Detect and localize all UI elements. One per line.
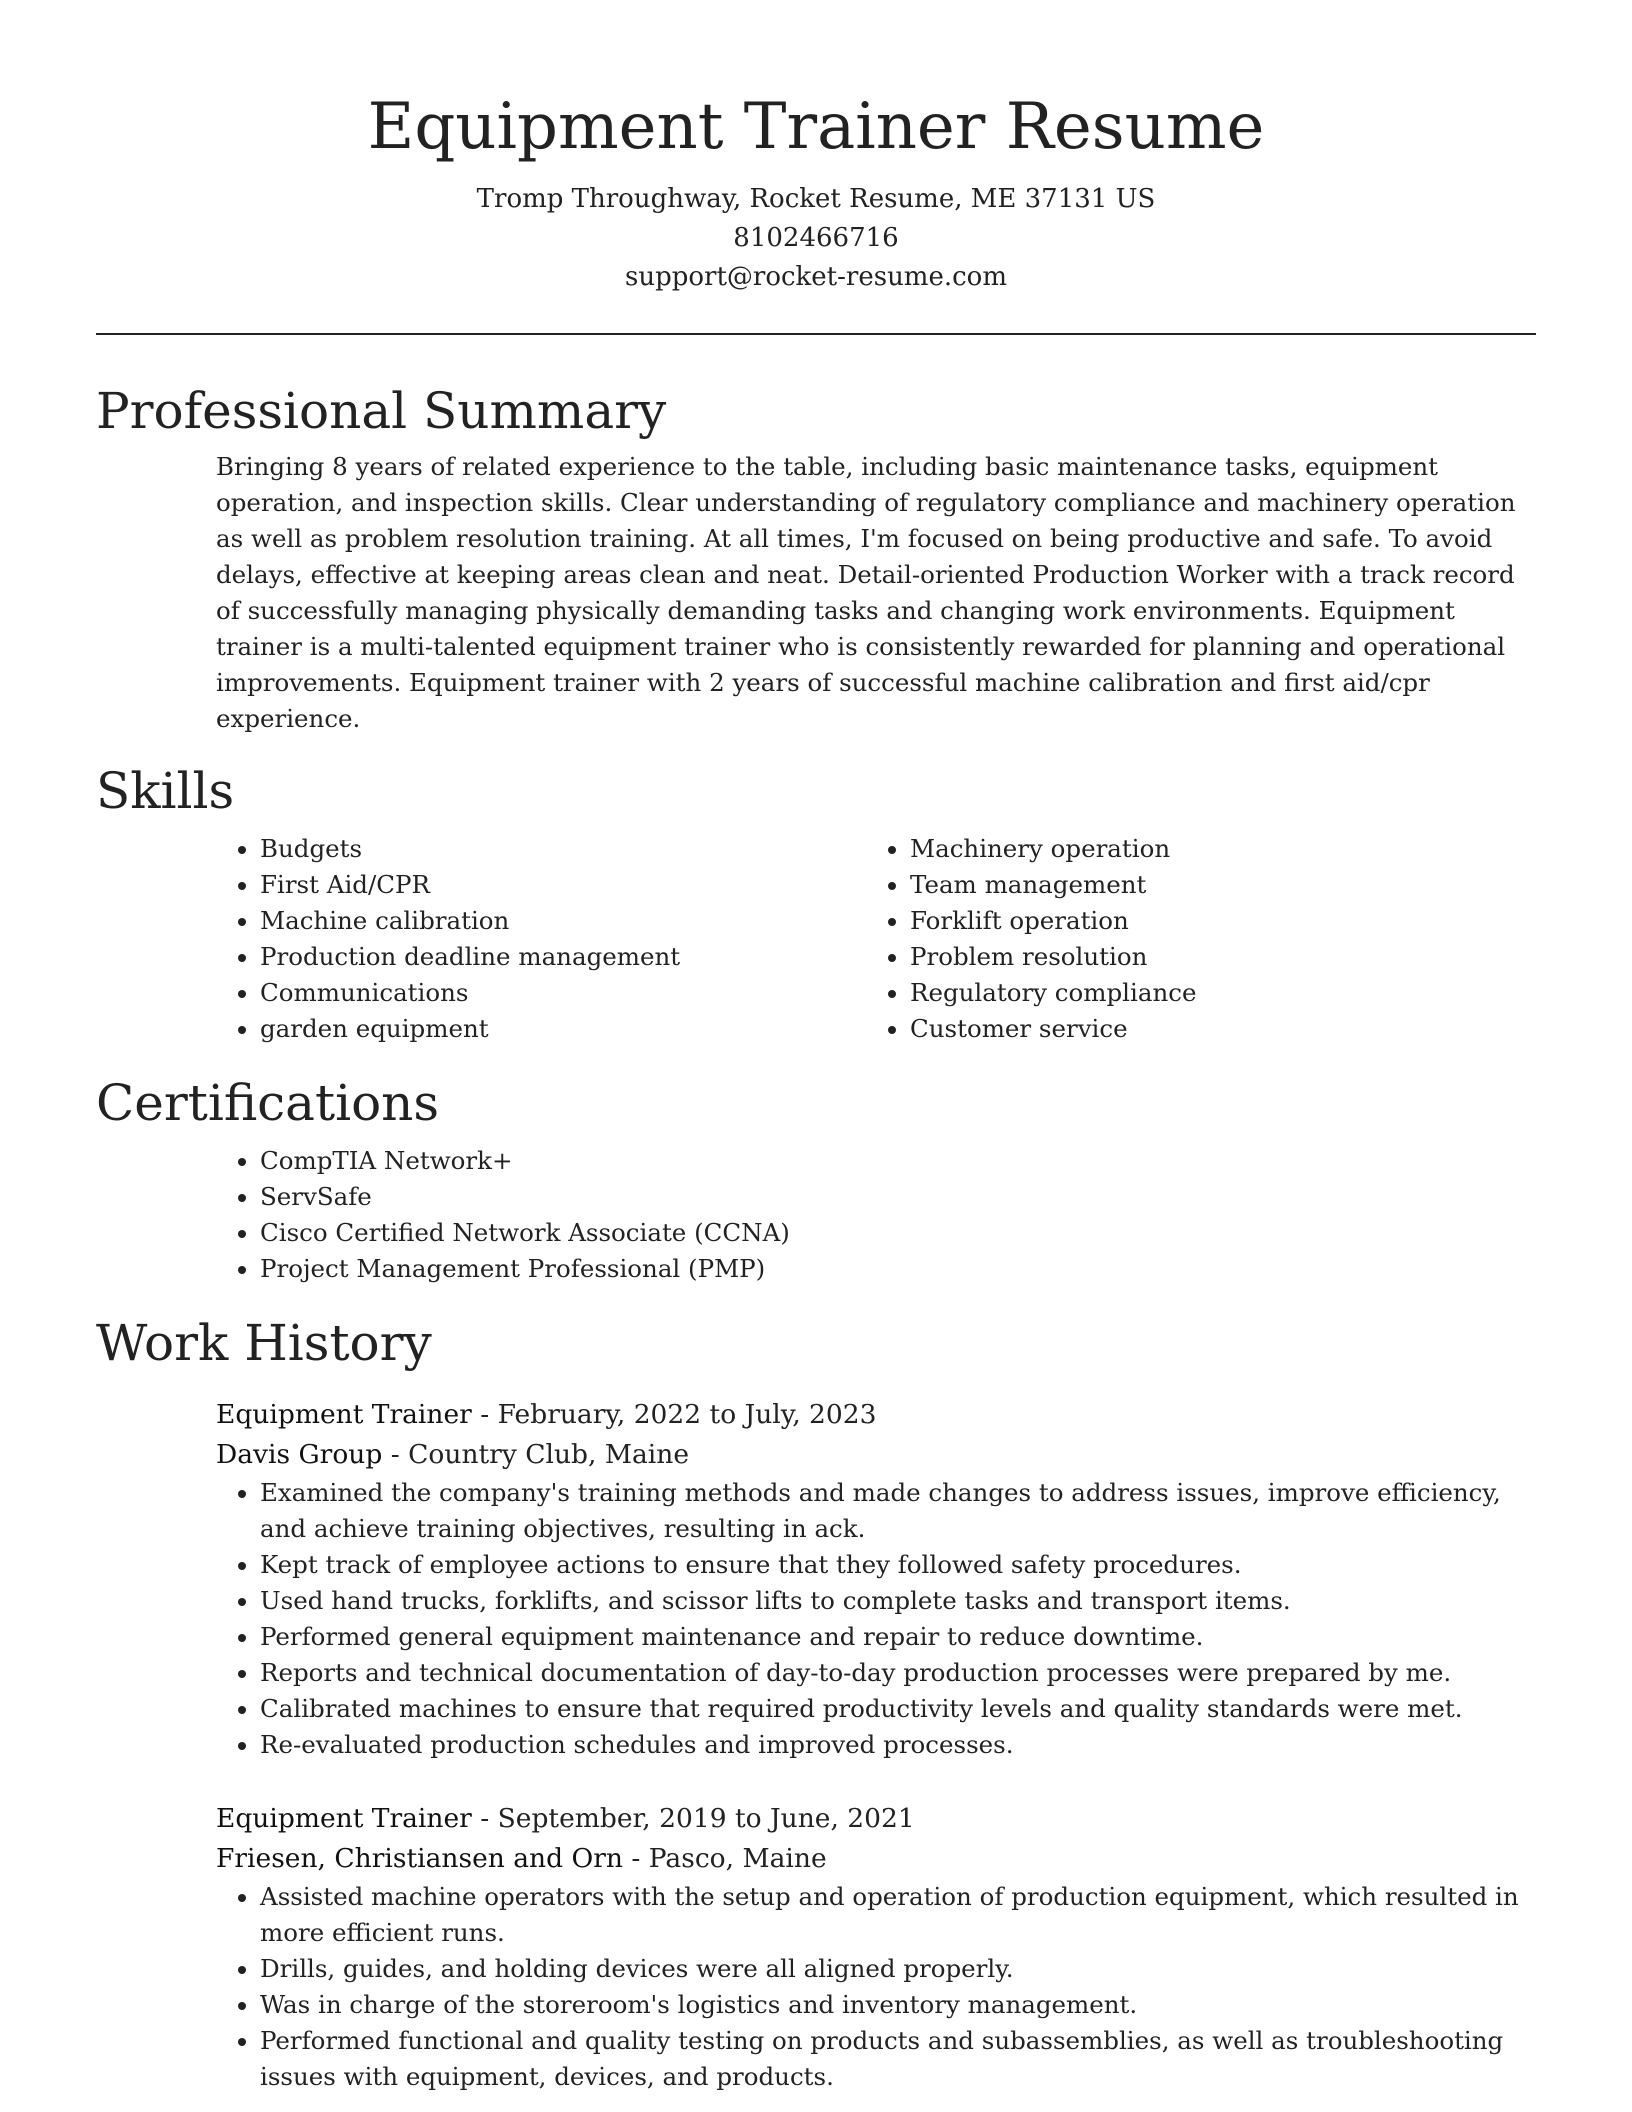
job-detail-item: • Performed general equipment maintenance and repair to reduce downtime. bbox=[260, 1619, 1536, 1655]
job-detail-item: • Calibrated machines to ensure that required productivity levels and quality standards were met. bbox=[260, 1691, 1536, 1727]
skills-heading: Skills bbox=[96, 762, 235, 820]
header-divider bbox=[96, 333, 1536, 335]
address: Tromp Throughway, Rocket Resume, ME 37131 US bbox=[476, 184, 1156, 214]
job-role: Equipment Trainer bbox=[216, 1803, 472, 1834]
email: support@rocket-resume.com bbox=[624, 262, 1007, 292]
skill-item: • Production deadline management bbox=[260, 939, 866, 975]
job-detail-item: • Assisted machine operators with the setup and operation of production equipment, which resulted in more efficient runs. bbox=[260, 1879, 1536, 1951]
work-history-heading: Work History bbox=[96, 1314, 432, 1372]
skill-item: • Forklift operation bbox=[910, 903, 1516, 939]
skill-item: • Regulatory compliance bbox=[910, 975, 1516, 1011]
job-title-line bbox=[216, 1395, 1536, 1435]
summary-heading: Professional Summary bbox=[96, 382, 667, 440]
skill-item: • Communications bbox=[260, 975, 866, 1011]
job-location: - Country Club, Maine bbox=[382, 1439, 690, 1470]
skill-item: • Team management bbox=[910, 867, 1516, 903]
job-dates: - February, 2022 to July, 2023 bbox=[471, 1399, 877, 1430]
skill-item: • Machine calibration bbox=[260, 903, 866, 939]
job-company: Davis Group bbox=[216, 1439, 383, 1470]
skill-item: • garden equipment bbox=[260, 1011, 866, 1047]
skills-column-left bbox=[216, 831, 866, 1047]
job-company: Friesen, Christiansen and Orn bbox=[216, 1843, 623, 1874]
job-details bbox=[216, 1475, 1536, 1763]
contact-info bbox=[96, 180, 1536, 297]
job-company-line bbox=[216, 1435, 1536, 1475]
certification-item: • CompTIA Network+ bbox=[260, 1143, 1536, 1179]
job-title-line bbox=[216, 1799, 1536, 1839]
job-entry bbox=[216, 1395, 1536, 1763]
certifications-heading: Certifications bbox=[96, 1074, 440, 1132]
job-detail-item: • Re-evaluated production schedules and improved processes. bbox=[260, 1727, 1536, 1763]
skills-column-right bbox=[866, 831, 1516, 1047]
skill-item: • Machinery operation bbox=[910, 831, 1516, 867]
resume-header bbox=[96, 0, 1536, 297]
job-role: Equipment Trainer bbox=[216, 1399, 472, 1430]
certification-item: • Project Management Professional (PMP) bbox=[260, 1251, 1536, 1287]
job-detail-item: • Performed functional and quality testing on products and subassemblies, as well as troubleshooting issues with equipment, devices, and products. bbox=[260, 2023, 1536, 2095]
job-company-line bbox=[216, 1839, 1536, 1879]
job-details bbox=[216, 1879, 1536, 2095]
skills-grid bbox=[216, 831, 1536, 1047]
summary-text: Bringing 8 years of related experience to the table, including basic maintenance tasks, equipment operation, and inspection skills. Clear understanding of regulatory compliance and machinery operation as well as problem resolution training. At all times, I'm focused on being productive and safe. To avoid delays, effective at keeping areas clean and neat. Detail-oriented Production Worker with a track record of successfully managing physically demanding tasks and changing work environments. Equipment trainer is a multi-talented equipment trainer who is consistently rewarded for planning and operational improvements. Equipment trainer with 2 years of successful machine calibration and first aid/cpr experience. bbox=[216, 452, 1516, 733]
certification-item: • ServSafe bbox=[260, 1179, 1536, 1215]
job-detail-item: • Examined the company's training methods and made changes to address issues, improve efficiency, and achieve training objectives, resulting in ack. bbox=[260, 1475, 1536, 1547]
skill-item: • First Aid/CPR bbox=[260, 867, 866, 903]
summary-section bbox=[216, 449, 1536, 737]
job-detail-item: • Drills, guides, and holding devices were all aligned properly. bbox=[260, 1951, 1536, 1987]
skill-item: • Budgets bbox=[260, 831, 866, 867]
resume-title: Equipment Trainer Resume bbox=[367, 90, 1265, 164]
job-detail-item: • Used hand trucks, forklifts, and scissor lifts to complete tasks and transport items. bbox=[260, 1583, 1536, 1619]
job-dates: - September, 2019 to June, 2021 bbox=[471, 1803, 915, 1834]
phone: 8102466716 bbox=[733, 223, 899, 253]
job-location: - Pasco, Maine bbox=[622, 1843, 827, 1874]
certification-item: • Cisco Certified Network Associate (CCNA) bbox=[260, 1215, 1536, 1251]
job-detail-item: • Reports and technical documentation of day-to-day production processes were prepared by me. bbox=[260, 1655, 1536, 1691]
job-detail-item: • Was in charge of the storeroom's logistics and inventory management. bbox=[260, 1987, 1536, 2023]
skill-item: • Problem resolution bbox=[910, 939, 1516, 975]
skill-item: • Customer service bbox=[910, 1011, 1516, 1047]
job-detail-item: • Kept track of employee actions to ensure that they followed safety procedures. bbox=[260, 1547, 1536, 1583]
job-entry bbox=[216, 1799, 1536, 2095]
certifications-section bbox=[216, 1143, 1536, 1287]
